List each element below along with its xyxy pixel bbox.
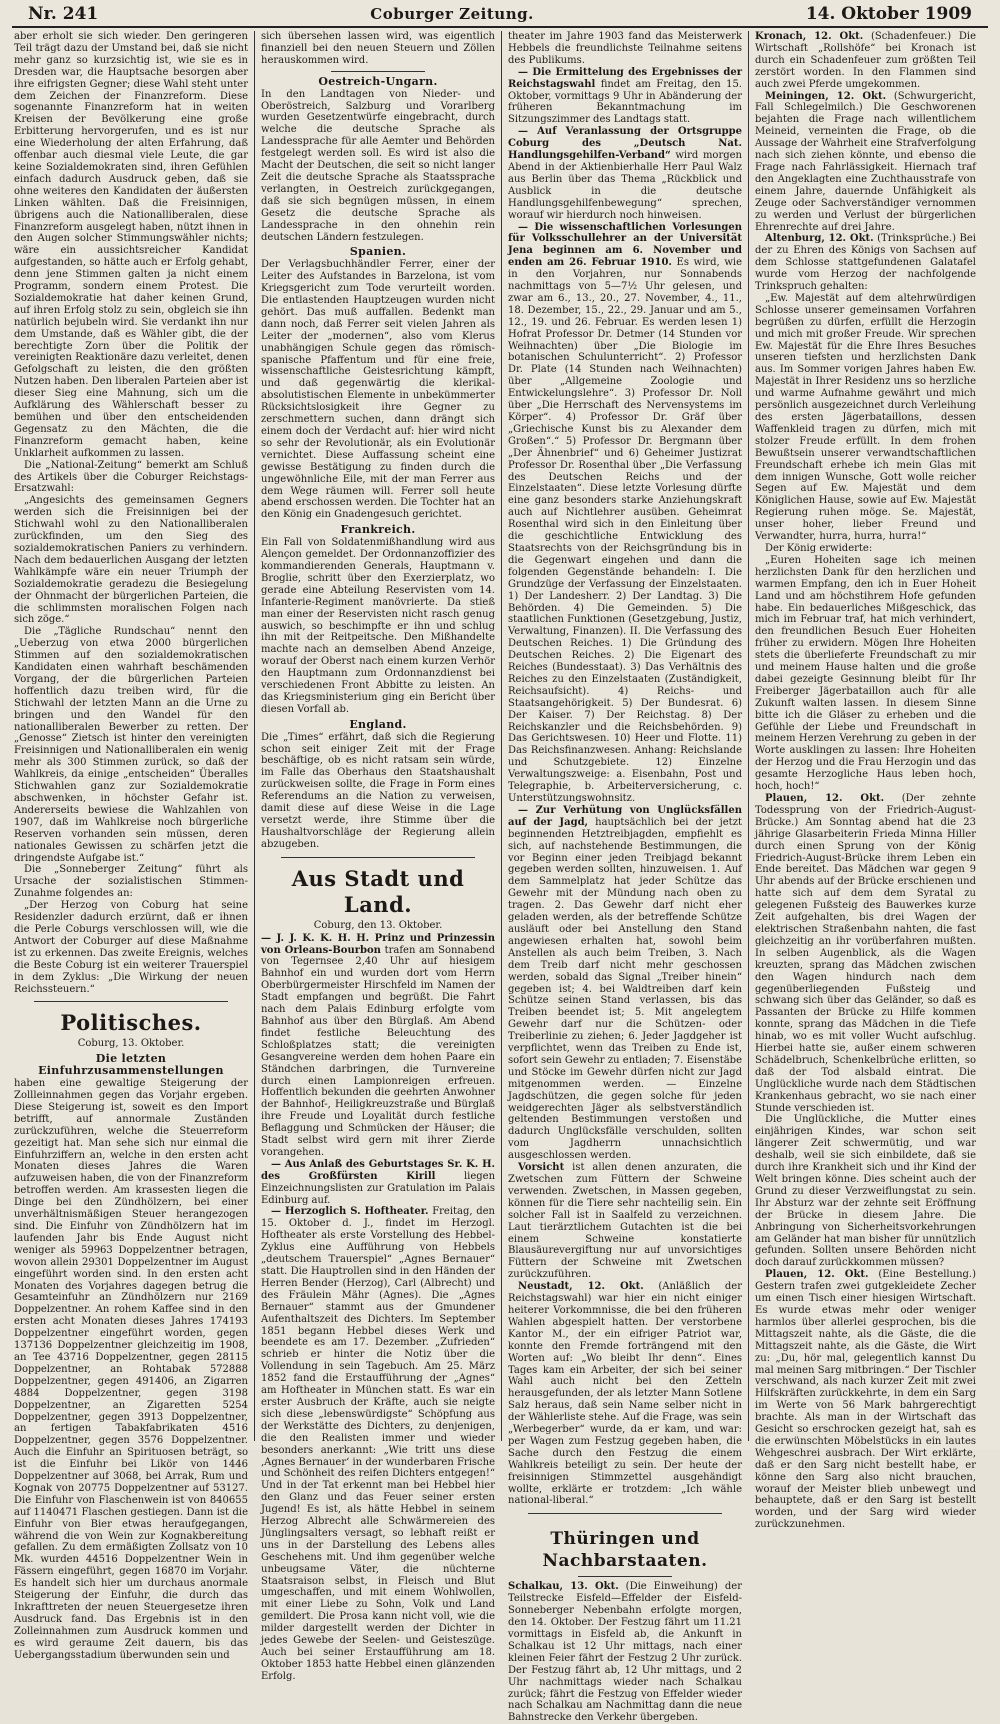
item-heading: Meiningen, 12. Okt. <box>765 90 887 102</box>
item-text: Am Sonntag abend hat die 23 jährige Glasarbeiterin Frieda Minna Hiller durch einen Sprung von der König Friedrich-August-Brücke ihrem Leben ein Ende bereitet. Das Mädchen war gegen 9 Uhr abends auf der Brücke erschienen und hatte sich auf dem dem Syratal zu gelegenen Fußsteig des Bauwerkes kurze Zeit aufgehalten, bis drei Wagen der elektrischen Straßenbahn nahten, die fast gleichzeitig an ihr vorüberfahren mußten. In selben Augenblick, als die Wagen kreuzten, sprang das Mädchen zwischen den Wagen hindurch nach dem gegenüberliegenden Fußsteig und schwang sich über das Geländer, so daß es Passanten der Brücke zu Hilfe kommen konnte, sprang das Mädchen in die Tiefe hinab, wo es mit voller Wucht aufschlug. Hierbei hatte sie, außer einem schweren Schädelbruch, Schenkelbrüche erlitten, so daß der Tod alsbald eintrat. Die Unglückliche wurde nach dem Städtischen Krankenhaus gebracht, wo sie nach einer Stunde verschieden ist. <box>755 816 976 1114</box>
item-subheading: (Schwurgericht, Fall Schlegelmilch.) <box>755 90 976 114</box>
item-heading: Schalkau, 13. Okt. <box>508 1581 619 1593</box>
item-text: hauptsächlich bei der jetzt beginnenden Hetztreibjagden, empfiehlt es sich, auf nachstehende Bestimmungen, die vor Beginn einer jeden Treibjagd bekannt gegeben werden sollten, hinzuweisen. 1. Auf dem Sammelplatz hat jeder Schütze das Gewehr mit der Mündung nach oben zu tragen. 2. Das Gewehr darf nicht eher geladen werden, als der betreffende Schütze ausläuft oder bei Anstellung den Stand angewiesen erhalten hat, sowohl beim Anstellen als auch beim Treiben, 3. Nach dem Treib darf nicht mehr geschossen werden, sobald das Signal „Treiber hinein“ gegeben ist; 4. bei Waldtreiben darf kein Schütze seinen Stand verlassen, bis das Treiben beendet ist; 5. Mit angelegtem Gewehr darf nur die Schützen- oder Treiberlinie zu ziehen; 6. Jeder Jagdgeher ist verpflichtet, wenn das Treiben zu Ende ist, sofort sein Gewehr zu entladen; 7. Eisenstäbe und Stöcke im Gewehr dürfen nicht zur Jagd mitgenommen werden. — Einzelne Jagdschützen, die gegen solche für jeden weidgerechten Jäger als selbstverständlich geltenden Bestimmungen verstoßen und dadurch Unglücksfälle verschulden, sollten vom Jagdherrn unnachsichtlich ausgeschlossen werden. <box>508 816 742 1162</box>
column-3 <box>502 31 749 1724</box>
paragraph: In den Landtagen von Nieder- und Oberöstreich, Salzburg und Vorarlberg wurden Gesetzentwürfe eingebracht, durch welche die deutsche Sprache als Landessprache für alle Aemter und Behörden festgelegt werden soll. Es wird ist also die Macht der Deutschen, die seit so nicht langer Zeit die deutsche Sprache als Staatssprache verlangten, in Oestreich zurückgegangen, daß sie sich begnügen müssen, in einem Gesetz die deutsche Sprache als Landessprache in den ohnehin rein deutschen Ländern festzulegen. <box>261 88 495 243</box>
paragraph: Die Unglückliche, die Mutter eines einjährigen Kindes, war schon seit längerer Zeit schwermütig, und war deshalb, weil sie sich einbildete, daß sie durch ihre Krankheit sich und ihr Kind der Welt bringen könne. Dies scheint auch der Grund zu dieser Verzweiflungstat zu sein. Ihr Absturz war der zehnte seit Eröffnung der Brücke in diesem Jahre. Die Anbringung von Sicherheitsvorkehrungen am Geländer hat man bisher für unnützlich gefunden. Sollten unsere Behörden nicht doch darauf zurückkommen müssen? <box>755 1114 976 1269</box>
paragraph <box>261 1206 495 1682</box>
newspaper-title: Coburger Zeitung. <box>370 5 534 23</box>
paragraph <box>508 1581 742 1724</box>
paragraph: Die „Times“ erfährt, daß sich die Regierung schon seit einiger Zeit mit der Frage beschäftige, ob es nicht ratsam sein würde, im Falle das Oberhaus den Staatshaushalt zurückweisen sollte, die Frage in Form eines Referendums an die Nation zu verweisen, damit diese auf diese Weise in die Lage versetzt werde, ihre Stimme über die Haushaltvorschläge der Regierung allein abzugeben. <box>261 731 495 850</box>
section-heading-frankreich: Frankreich. <box>340 523 416 537</box>
item-heading: Kronach, 12. Okt. <box>755 31 864 42</box>
paragraph: aber erholt sie sich wieder. Den geringeren Teil trägt dazu der Umstand bei, daß sie nicht mehr ganz so kurzsichtig ist, wie sie es in Dresden war, die Hauptsache besorgen aber ihre eifrigsten Gegner; diese Wahl steht unter dem Zeichen der Finanzreform. Diese sogenannte Finanzreform hat in weiten Kreisen der Bevölkerung eine große Erbitterung hervorgerufen, und es ist nur eine Wiederholung der alten Erfahrung, daß offenbar auch diesmal viele Leute, die gar keine Sozialdemokraten sind, ihren Gefühlen einfach dadurch Ausdruck geben, daß sie ohne weiteres den Kandidaten der äußersten Linken wählten. Daß die Freisinnigen, übrigens auch die Nationalliberalen, diese Finanzreform ausgelegt haben, nützt ihnen in den Augen solcher Stimmungswähler nichts; wäre ein aussichtsreicher Kandidat aufgestanden, so hätte auch er Erfolg gehabt, denn jene Stimmen galten ja nicht einem Programm, sondern einem Protest. Die Sozialdemokratie hat daher keinen Grund, auf ihren Erfolg stolz zu sein, obgleich sie ihn natürlich bejubeln wird. Sie verdankt ihn nur dem Umstande, daß es Wähler gibt, die der berechtigte Zorn über die Politik der vereinigten Reaktionäre dazu verleitet, denen Gefolgschaft zu leisten, die den größten Nutzen haben. Den liberalen Parteien aber ist dieser Sieg eine Mahnung, sich um die Aufklärung des Wählerschaft besser zu bemühen und über den entscheidenden Gegensatz zu den Mächten, die die Finanzreform gemacht haben, keine Unklarheit aufkommen zu lassen. <box>14 31 248 459</box>
paragraph <box>508 126 742 221</box>
issue-number: Nr. 241 <box>28 4 99 24</box>
section-heading-england: England. <box>349 717 407 731</box>
item-text: Freitag, den 15. Oktober d. J., findet im Herzogl. Hoftheater als erste Vorstellung des Hebbel-Zyklus eine Aufführung von Hebbels „deutschem Trauerspiel“ „Agnes Bernauer“ statt. Die Hauptrollen sind in den Händen der Herren Bender (Herzog), Carl (Albrecht) und des Fräulein Mähr (Agnes). Die „Agnes Bernauer“ stammt aus der Gmundener Aufenthaltszeit des Dichters. Im September 1851 begann Hebbel dieses Werk und beendete es am 17. Dezember. „Zufrieden“ schrieb er hinter die Notiz über die Vollendung in sein Tagebuch. Am 25. März 1852 fand die Erstaufführung der „Agnes“ am Hoftheater in München statt. Es war ein erster Ausbruch der Kräfte, auch sie neigte sich diese „lebenswürdigste“ Schöpfung aus der Werkstätte des Dichters, zu denjenigen, die den Realisten immer und wieder besonders anerkannt: „Wie tritt uns diese ‚Agnes Bernauer‘ in der wunderbaren Frische und Schönheit des reifen Dichters entgegen!“ Und in der Tat erkennt man bei Hebbel hier den Glanz und das Feuer seiner ersten Jugend! Es ist, als hätte Hebbel in seinem Herzog Albrecht alle Schwärmereien des Jünglingsalters versagt, so lebhaft reißt er uns in der Darstellung des Lebens alles Geschehens mit. Und ihm gegenüber welche unbeugsame Väter, die nüchterne Staatsraison selbst, in Fleisch und Blut umgeschaffen, und mit einem Wohlwollen, mit einer Liebe zu Sohn, Volk und Land gemildert. Die Prosa kann nicht voll, wie die milder dargestellt werden der Dichter in jedes Gewebe der Seelen- und Geisteszüge. Auch bei seiner Erstaufführung am 18. Oktober 1853 hatte Hebbel einen glänzenden Erfolg. <box>261 1206 495 1682</box>
paragraph <box>508 1162 742 1281</box>
item-heading: Plauen, 12. Okt. <box>765 793 885 804</box>
divider <box>528 1513 722 1514</box>
paragraph <box>261 933 495 1159</box>
item-text: war hier ein nicht einiger heiterer Vorkommnisse, die bei den früheren Wahlen abgespielt hatten. Der verstorbene Kantor M., der ein eifriger Patriot war, konnte den Fremde forträngend mit den Worten auf: „Wo bleibt Ihr denn“. Eines Tages kam ein Arbeiter, der sich bei seiner Wahl auch nicht bei den Zetteln herausgefunden, der als letzter Mann Sotlene Salz heraus, daß sein Name selber nicht in der Wählerliste stehe. Auf die Frage, was sein „Werbegerber“ wurde, da er kam, und war: per Wagen zum Festzug gegeben haben, die Sache durch den Festzug die einem Wahlkreis beteiligt zu sein. Der heute der freisinnigen Stimmzettel ausgehändigt wollte, erklärte er trotzdem: „Ich wähle national-liberal.“ <box>508 1293 743 1507</box>
paragraph: Ein Fall von Soldatenmißhandlung wird aus Alençon gemeldet. Der Ordonnanzoffizier des kommandierenden Generals, Hauptmann v. Broglie, schritt über den Exerzierplatz, wo gerade eine Abteilung Reservisten vom 14. Infanterie-Regiment manövrierte. Da stieß man einer der Reservisten nicht rasch genug auswich, so beschimpfte er ihn und schlug ihn mit der Reitpeitsche. Den Mißhandelte machte nach an demselben Abend Anzeige, worauf der Oberst nach einem kurzen Verhör den Hauptmann zum Ordonnanzdienst bei verschiedenen Front Abbitte zu leisten. An das Kriegsministerium ging ein Bericht über diesen Vorfall ab. <box>261 537 495 715</box>
quote: „Euren Hoheiten sage ich meinen herzlichsten Dank für den herzlichen und warmen Empfang, den ich in Euer Hoheit Land und am höchstihrem Hofe gefunden habe. Ein bedauerliches Mißgeschick, das mich im Februar traf, hat mich verhindert, den freundlichen Besuch Euer Hoheiten früher zu erwidern. Mögen Ihre Hoheiten stets die überlieferte Freundschaft zu mir und meinem Hause halten und die große dabei gezeigte Gesinnung bleibt für Ihr Freiberger Jägerbataillon auch für alle Zukunft walten lassen. In diesem Sinne bitte ich die Gläser zu erheben und die Gefühle der Liebe und Freundschaft in meinem Herzen Verehrung zu geben in der Worte ausklingen zu lassen: Ihre Hoheiten der Herzog und die Frau Herzogin und das gesamte Herzogliche Haus leben hoch, hoch, hoch!“ <box>755 554 976 793</box>
item-subheading: (Die Einweihung) <box>625 1581 718 1593</box>
item-subheading: (Schadenfeuer.) <box>870 31 952 42</box>
section-title-politisches: Politisches. <box>60 1010 202 1036</box>
item-heading: Neustadt, 12. Okt. <box>518 1281 644 1293</box>
paragraph <box>261 1159 495 1207</box>
masthead <box>8 4 992 26</box>
paragraph <box>755 793 976 1114</box>
item-text: findet am Freitag, den 15. Oktober, vormittags 9 Uhr in Abänderung der früheren Bekanntmachung im Sitzungszimmer des Landtags statt. <box>508 78 742 126</box>
paragraph: Die „Sonneberger Zeitung“ führt als Ursache der sozialistischen Stimmen-Zunahme folgendes an: <box>14 864 248 900</box>
section-heading-spanien: Spanien. <box>349 245 407 259</box>
item-text: der Teilstrecke Eisfeld—Effelder der Eisfeld-Sonneberger Nebenbahn erfolgte morgen, den 14. Oktober. Der Festzug fährt um 11.21 vormittags in Eisfeld ab, die Ankunft in Schalkau ist 12 Uhr mittags, nach einer kleinen Feier fährt der Festzug 2 Uhr zurück. Der Festzug fährt ab, 12 Uhr mittags, und 2 Uhr nachmittags wieder nach Schalkau zurück; fährt die Festzug von Effelder wieder nach Schalkau am Nachmittag dann die neue Bahnstrecke den Verkehr übergeben. <box>508 1581 742 1724</box>
item-heading: — Die Ermittelung des Ergebnisses der Reichstagswahl <box>508 66 742 90</box>
paragraph: Die „National-Zeitung“ bemerkt am Schluß des Artikels über die Coburger Reichstags-Ersatzwahl: <box>14 459 248 495</box>
paragraph <box>508 805 742 1162</box>
item-subheading: (Trinksprüche.) <box>877 233 956 245</box>
item-subheading: (Eine Bestellung.) <box>878 1269 976 1281</box>
dateline: Coburg, den 13. Oktober. <box>313 919 443 931</box>
paragraph <box>755 31 976 91</box>
item-heading: — J. J. K. K. H. H. Prinz und Prinzessin von Orleans-Bourbon <box>261 932 495 956</box>
quote: „Der Herzog von Coburg hat seine Residenzler dadurch erzürnt, daß er ihnen die Perle Coburgs verschlossen will, wie die Antwort der Coburger auf diese Maßnahme ist zu erkennen. Das zweite Ereignis, welches die Beste Coburg ist ein weiterer Trauerspiel in dem Zyklus: „Die Wirkung der neuen Reichssteuern.“ <box>14 900 248 995</box>
item-heading: Vorsicht <box>518 1162 565 1174</box>
item-heading: Altenburg, 12. Okt. <box>765 233 874 245</box>
column-2 <box>255 31 502 1682</box>
paragraph <box>508 67 742 127</box>
quote: „Angesichts des gemeinsamen Gegners werden sich die Freisinnigen bei der Stichwahl wohl zu den Nationalliberalen zurückfinden, um den Sieg des sozialdemokratischen Paniers zu verhindern. Nach dem bedauerlichen Ausgang der letzten Wahlkämpfe wäre ein neuer Triumph der Sozialdemokratie geradezu die Besiegelung der Ohnmacht der bürgerlichen Parteien, die die schlimmsten moralischen Folgen nach sich zöge.“ <box>14 495 248 626</box>
paragraph <box>755 91 976 234</box>
section-title-stadt-und-land: Aus Stadt und Land. <box>291 865 465 917</box>
item-text: Es wird, wie in den Vorjahren, nur Sonnabends nachmittags von 5—7½ Uhr gelesen, und zwar am 6., 13., 20., 27. November, 4., 11., 18. Dezember, 15., 22., 29. Januar und am 5., 12., 19. und 26. Februar. Es werden lesen 1) Hofrat Professor Dr. Detmer (14 Stunden vor Weihnachten) über „Die Biologie im botanischen Schulunterricht“. 2) Professor Dr. Plate (14 Stunden nach Weihnachten) über „Allgemeine Zoologie und Entwickelungslehre“. 3) Professor Dr. Noll über „Die Herrschaft des Nervensystems im Körper“. 4) Professor Dr. Gräf über „Griechische Kunst bis zu Alexander dem Großen“.“ 5) Professor Dr. Bergmann über „Der Ähnenbrief“ und 6) Geheimer Justizrat Professor Dr. Rosenthal über „Die Verfassung des Deutschen Reichs und der Einzelstaaten“. Diese letzte Vorlesung dürfte eine ganz besonders starke Anziehungskraft auch auf Nichtlehrer ausüben. Geheimrat Rosenthal wird sich in den Einleitung über die geschichtliche Entwicklung des Staatsrechts von der Reichsgründung bis in die Gegenwart eingehen und dann die folgenden Gegenstände behandeln: I. Die Grundzüge der Verfassung der Einzelstaaten. 1) Der Landesherr. 2) Der Landtag. 3) Die Behörden. 4) Die Gemeinden. 5) Die staatlichen Funktionen (Gesetzgebung, Justiz, Verwaltung, Finanzen). II. Die Verfassung des Deutschen Reiches. 1) Die Gründung des Deutschen Reiches. 2) Die Eigenart des Reiches (Bundesstaat). 3) Das Verhältnis des Reiches zu den Einzelstaaten (Zuständigkeit, Reichsaufsicht). 4) Reichs- und Staatsangehörigkeit. 5) Der Bundesrat. 6) Der Kaiser. 7) Der Reichstag. 8) Der Reichskanzler und die Reichsbehörden. 9) Das Gerichtswesen. 10) Heer und Flotte. 11) Das Reichsfinanzwesen. Anhang: Reichslande und Schutzgebiete. 12) Einzelne Verwaltungszweige: a. Eisenbahn, Post und Telegraphie, b. Arbeiterversicherung, c. Unterstützungswohnsitz. <box>508 257 742 804</box>
issue-date: 14. Oktober 1909 <box>805 4 972 24</box>
item-text: liegen Einzeichnungslisten zur Gratulation im Palais Edinburg auf. <box>261 1170 496 1206</box>
paragraph: Der Verlagsbuchhändler Ferrer, einer der Leiter des Aufstandes in Barzelona, ist vom Kriegsgericht zum Tode verurteilt worden. Die entlastenden Hauptzeugen wurden nicht gehört. Das muß auffallen. Bedenkt man dann noch, daß Ferrer seit vielen Jahren als Leiter der „modernen“, also vom Klerus unabhängigen Schule gegen das römisch-spanische Pfaffentum und für eine freie, wissenschaftliche Geistesrichtung kämpft, und daß gegenwärtig die klerikal-absolutistischen Elemente in unbekümmerter Rücksichtslosigkeit ihre Gegner zu zerschmettern suchen, dann drängt sich einem doch der Verdacht auf: hier wird nicht so sehr der Revolutionär, als ein Evolutionär vernichtet. Diese Auffassung scheint eine gewisse Bestätigung zu finden durch die ungewöhnliche Eile, mit der man Ferrer aus dem Wege räumen will. Ferrer soll heute abend erschossen werden. Die Tochter hat an den König ein Gnadengesuch gerichtet. <box>261 259 495 521</box>
column-4 <box>749 31 982 1531</box>
section-title-thueringen: Thüringen und Nachbarstaaten. <box>542 1529 708 1572</box>
paragraph <box>508 222 742 805</box>
paragraph <box>755 1269 976 1531</box>
section-heading-oestreich: Oestreich-Ungarn. <box>318 74 438 88</box>
divider <box>578 1576 672 1577</box>
paragraph: Die „Tägliche Rundschau“ nennt den „Ueberzug von etwa 2000 bürgerlichen Stimmen auf den sozialdemokratischen Kandidaten einen wahrhaft beschämenden Vorgang, der die bürgerlichen Parteien hoffentlich dazu treiben wird, für die Stichwahl der letzten Mann an die Urne zu bringen und den Wandel für den nationalliberalen Bewerber zu retten. Der „Genosse“ Zietsch ist hinter den vereinigten Freisinnigen und Nationalliberalen ein wenig mehr als 300 Stimmen zurück, so daß der Wahlkreis, da einige „entscheiden“ Überalles Stichwahlen ganz zur Sozialdemokratie abschwenken, in höchster Gefahr ist. Andererseits bewiese die Wahlzahlen von 1907, daß im Wahlkreise noch bürgerliche Reserven vorhanden sein müssen, deren nationales Gewissen zu schärfen jetzt die dringendste Aufgabe ist.“ <box>14 626 248 864</box>
item-heading: — Aus Anlaß des Geburtstages Sr. K. H. des Großfürsten Kirill <box>261 1158 495 1182</box>
paragraph <box>755 233 976 293</box>
item-heading: — Die wissenschaftlichen Vorlesungen für Volksschullehrer an der Universität Jena beginnen am 6. November und enden am 26. Februar 1910. <box>508 221 742 269</box>
divider <box>331 71 425 72</box>
paragraph: Der König erwiderte: <box>765 542 873 554</box>
header-rule <box>12 26 988 28</box>
item-text: trafen am Sonnabend von Tegernsee 2,40 Uhr auf hiesigem Bahnhof ein und wurden dort vom Herrn Oberbürgermeister Hirschfeld im Namen der Stadt empfangen und begrüßt. Die Fahrt nach dem Palais Edinburg erfolgte vom Bahnhof aus über den Bürglaß. Am Abend findet festliche Beleuchtung des Schloßplatzes statt; die vereinigten Gesangvereine werden dem hohen Paare ein Ständchen darbringen, die Turnvereine durch einen Lampionreigen erfreuen. Hoffentlich bekunden die geehrten Anwohner der Bahnhof-, Heiligkreuzstraße und Bürglaß ihre Freude und Loyalität durch festliche Beflaggung und Schmücken der Häuser; die Stadt selbst wird gern mit ihrer Zierde vorangehen. <box>261 944 495 1158</box>
item-text: Gestern trafen zwei gutgekleidete Zecher um einen Tisch einer hiesigen Wirtschaft. Es wurde etwas mehr oder weniger harmlos über allerlei gesprochen, bis die Mittagszeit nahte, als die Gäste, die die Mittagszeit nahte, als die Gäste, die Wirt zu: „Du, hör mal, gelegentlich kannst Du mal meinen Sarg mitbringen.“ Der Tischler verschwand, als nach kurzer Zeit mit zwei Hilfskräften zurückkehrte, in dem ein Sarg im Werte von 56 Mark bahrgerechtigt brachte. Als man in der Wirtschaft das Gesicht so erschrocken gezeigt hat, sah es die erwünschten Möbelstücks in ein lautes Wehgeschrei ausbrach. Der Wirt erklärte, daß er den Sarg nicht bestellt habe, er könne den Sarg also nicht brauchen, worauf der Meister blieb unbewegt und behauptete, daß er den Sarg ist bestellt worden, und der Sarg wird wieder zurückzunehmen. <box>755 1281 976 1531</box>
divider <box>281 857 475 858</box>
paragraph: haben eine gewaltige Steigerung der Zollleinnahmen gegen das Vorjahr ergeben. Diese Steigerung ist, soweit es den Import betrifft, auf annormale Zuständen zurückzuführen, welche die Steuerreform gezeitigt hat. Man sehe sich nur einmal die Einfuhrziffern an, welche in den ersten acht Monaten dieses Jahres die Waren aufzuweisen haben, die von der Finanzreform betroffen werden. Am krassesten liegen die Dinge bei den Zündhölzern, bei einer unverhältnismäßigen Steuer herangezogen sind. Die Einfuhr von Zündhölzern hat im laufenden Jahr bis Ende August nicht weniger als 59963 Doppelzentner betragen, wovon allein 29301 Doppelzentner im August eingeführt worden sind. In den ersten acht Monaten des Vorjahres dagegen betrug die Gesamteinfuhr an Zündhölzern nur 2169 Doppelzentner. An rohem Kaffee sind in den ersten acht Monaten dieses Jahres 174193 Doppelzentner eingeführt worden, gegen 137136 Doppelzentner gleichzeitig im 1908, an Tee 43716 Doppelzentner, gegen 28115 Doppelzentner, an Rohtabak 572888 Doppelzentner, gegen 491406, an Zigarren 4884 Doppelzentner, gegen 3198 Doppelzentner, an Zigaretten 5254 Doppelzentner, gegen 3913 Doppelzentner, an fertigen Tabakfabrikaten 4516 Doppelzentner, gegen 3576 Doppelzentner. Auch die Einfuhr an Spirituosen beträgt, so ist die Einfuhr bei Likör von 1446 Doppelzentner auf 3068, bei Arrak, Rum und Kognak von 20775 Doppelzentner auf 53127. Die Einfuhr von Flaschenwein ist von 840655 auf 1140471 Flaschen gestiegen. Dann ist die Einfuhr von Bier etwas heraufgegangen, während die von Wein zur Kognakbereitung gefallen. Zu dem ermäßigten Zollsatz von 10 Mk. wurden 44516 Doppelzentner Wein in Fässern eingeführt, gegen 16870 im Vorjahr. Es handelt sich hier um durchaus anormale Steigerung der Einfuhr, die durch das Inkrafttreten der neuen Steuergesetze ihren Ausdruck fand. Das Ergebnis ist in den Zolleinnahmen zum Ausdruck kommen und es wird geraume Zeit dauern, bis das Uebergangsstadium überwunden sein und <box>14 1078 248 1661</box>
item-subheading: (Anläßlich der Reichstagswahl) <box>508 1281 742 1305</box>
item-subheading: (Der zehnte Todessprung von der Friedrich-August-Brücke.) <box>755 793 976 828</box>
article-heading: Die letzten Einfuhrzusammenstellungen <box>38 1052 224 1078</box>
item-heading: — Auf Veranlassung der Ortsgruppe Coburg des „Deutsch Nat. Handlungsgehilfen-Verband“ <box>508 126 742 162</box>
item-text: Bei der zu Ehren des Königs von Sachsen auf dem Schlosse stattgefundenen Galatafel wurde vom Herzog der nachfolgende Trinkspruch gehalten: <box>755 233 976 293</box>
item-text: Die Wirtschaft „Rollshöfe“ bei Kronach ist durch ein Schadenfeuer zum größten Teil zerstört worden. In den Flammen sind auch zwei Pferde umgekommen. <box>755 31 976 90</box>
item-text: wird morgen Abend in der Aktienbierhalle Herr Paul Walz aus Berlin über das Thema „Rückblick und Ausblick in die deutsche Handlungsgehilfenbewegung“ sprechen, worauf wir hierdurch noch hinweisen. <box>508 150 742 221</box>
paragraph: sich übersehen lassen wird, was eigentlich finanziell bei den neuen Steuern und Zöllen herauskommen wird. <box>261 31 495 66</box>
item-heading: — Zur Verhütung von Unglücksfällen auf der Jagd, <box>508 804 742 828</box>
paragraph <box>508 1281 742 1507</box>
item-heading: Plauen, 12. Okt. <box>765 1269 869 1281</box>
column-1 <box>8 31 255 1661</box>
dateline: Coburg, 13. Oktober. <box>77 1038 185 1050</box>
item-text: Die Geschworenen bejahten die Frage nach willentlichem Meineid, verneinten die Frage, ob die Aussage der Wahrheit eine Strafverfolgung nach sich ziehen könnte, und ebenso die Frage nach Fahrlässigkeit. Hiernach traf den Angeklagten eine Zuchthausstrafe von einem Jahre, dauernde Unfähigkeit als Zeuge oder Sachverständiger vernommen zu werden und Verlust der bürgerlichen Ehrenrechte auf drei Jahre. <box>755 102 977 233</box>
paragraph: theater im Jahre 1903 fand das Meisterwerk Hebbels die freundlichste Teilnahme seitens des Publikums. <box>508 31 742 66</box>
quote: „Ew. Majestät auf dem altehrwürdigen Schlosse unserer gemeinsamen Vorfahren begrüßen zu dürfen, erfüllt die Herzogin und mich mit großer Freude. Wir sprechen Ew. Majestät für die Ehre Ihres Besuches unseren tiefsten und herzlichsten Dank aus. Im Sommer vorigen Jahres haben Ew. Majestät in Ihrer Residenz uns so herzliche und warme Aufnahme gewährt und mich persönlich ausgezeichnet durch Verleihung des ersten Jägerbataillons, dessen Waffenkleid tragen zu dürfen, mich mit stolzer Freude erfüllt. In dem frohen Bewußtsein unserer verwandtschaftlichen Freundschaft erhebe ich mein Glas mit dem innigen Wunsche, Gott wolle reicher Segen auf Ew. Majestät und dem Königlichen Hause, sowie auf Ew. Majestät Regierung ruhen möge. Se. Majestät, unser hoher, lieber Freund und Verwandter, hurra, hurra, hurra!“ <box>755 292 976 543</box>
item-text: ist allen denen anzuraten, die Zwetschen zum Füttern der Schweine verwenden. Zwetschen, in Massen gegeben, können für die Tiere sehr nachteilig sein. Ein solcher Fall ist in Saalfeld zu verzeichnen. Laut tierärztlichem Gutachten ist die bei einem Schweine konstatierte Blausäurevergiftung nur auf unvorsichtiges Füttern der Schweine mit Zwetschen zurückzuführen. <box>508 1162 743 1281</box>
columns <box>8 31 992 1724</box>
item-heading: — Herzoglich S. Hoftheater. <box>271 1206 429 1218</box>
divider <box>34 1001 228 1002</box>
